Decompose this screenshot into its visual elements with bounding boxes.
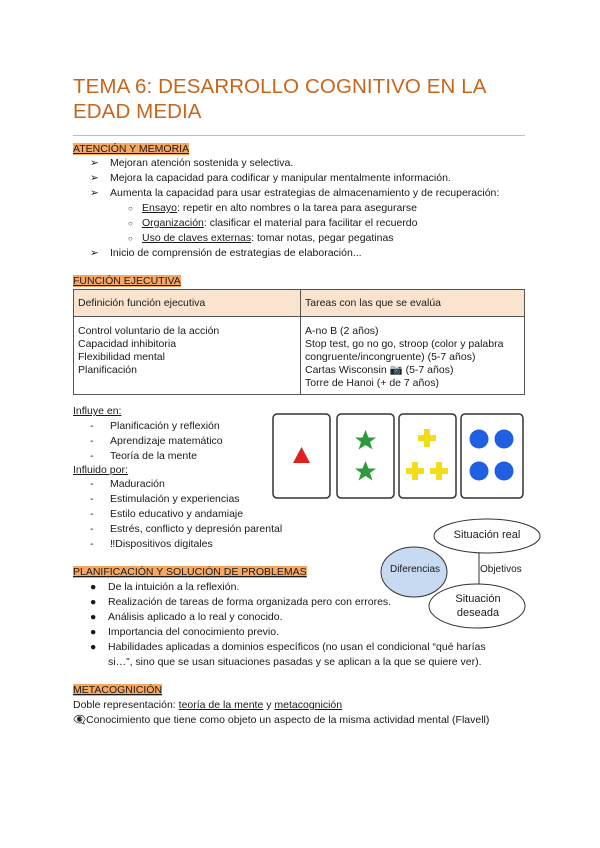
situacion-deseada-ellipse [429, 584, 525, 628]
dot-bullet-icon: ● [90, 641, 97, 653]
influye-heading: Influye en: [73, 405, 122, 417]
list-item: - Maduración [90, 478, 165, 490]
page-title: TEMA 6: DESARROLLO COGNITIVO EN LA EDAD MEDIA [73, 75, 487, 123]
list-item: - Estilo educativo y andamiaje [90, 508, 244, 520]
arrow-bullet-icon: ➢ [90, 157, 99, 169]
card-2 [337, 414, 394, 498]
sub-list-item: ○ Ensayo: repetir en alto nombres o la tarea para asegurarse [128, 202, 417, 214]
blue-circle-icon [495, 430, 514, 449]
list-item: ● De la intuición a la reflexión. [90, 581, 240, 593]
doble-representacion-line: Doble representación: teoría de la mente y metacognición [73, 699, 343, 711]
table-header-cell: Definición función ejecutiva [74, 290, 301, 317]
sub-list-item: ○ Uso de claves externas: tomar notas, pegar pegatinas [128, 232, 394, 244]
section-heading-atencion: ATENCIÓN Y MEMORIA [73, 143, 190, 155]
blue-circle-icon [470, 462, 489, 481]
dot-bullet-icon: ● [90, 581, 97, 593]
blue-circle-icon [470, 430, 489, 449]
card-4 [461, 414, 523, 498]
label-diferencias: Diferencias [389, 564, 441, 575]
table-header-cell: Tareas con las que se evalúa [301, 290, 525, 317]
influido-heading: Influido por: [73, 464, 128, 476]
label-situacion-real: Situación real [453, 529, 521, 541]
list-item: ➢ Aumenta la capacidad para usar estrategias de almacenamiento y de recuperación: [90, 187, 500, 199]
dot-bullet-icon: ● [90, 611, 97, 623]
label-situacion-deseada-2: deseada [456, 607, 500, 619]
arrow-bullet-icon: ➢ [90, 172, 99, 184]
list-item: ● Realización de tareas de forma organizada pero con errores. [90, 596, 392, 608]
list-item: - Planificación y reflexión [90, 420, 220, 432]
sub-list-item: ○ Organización: clasificar el material para facilitar el recuerdo [128, 217, 418, 229]
table-cell: A-no B (2 años) Stop test, go no go, stroop (color y palabra congruente/incongruente) (5-7 años) Cartas Wisconsin 📷 (5-7 años) Torre de Hanoi (+ de 7 años) [301, 317, 525, 395]
dot-bullet-icon: ● [90, 626, 97, 638]
arrow-bullet-icon: ➢ [90, 247, 99, 259]
list-item: ● Análisis aplicado a lo real y conocido. [90, 611, 283, 623]
label-objetivos: Objetivos [480, 564, 522, 575]
list-item: - Estimulación y experiencias [90, 493, 240, 505]
list-item: ➢ Mejoran atención sostenida y selectiva. [90, 157, 294, 169]
divider [73, 135, 525, 136]
list-item: ● Habilidades aplicadas a dominios específicos (no usan el condicional “qué harías [90, 641, 486, 653]
list-item: ➢ Mejora la capacidad para codificar y manipular mentalmente información. [90, 172, 451, 184]
section-heading-metacognicion: METACOGNICIÓN [73, 684, 163, 696]
list-item: - Teoría de la mente [90, 450, 197, 462]
list-item: - Aprendizaje matemático [90, 435, 223, 447]
problem-solving-diagram [378, 518, 558, 635]
card-3 [399, 414, 456, 498]
list-item: ➢ Inicio de comprensión de estrategias de elaboración... [90, 247, 362, 259]
section-heading-planificacion: PLANIFICACIÓN Y SOLUCIÓN DE PROBLEMAS [73, 566, 307, 578]
section-heading-funcion: FUNCIÓN EJECUTIVA [73, 275, 181, 287]
list-item-continuation: si…”, sino que se usan situaciones pasadas y se aplican a la que se quiere ver). [108, 656, 482, 668]
blue-circle-icon [495, 462, 514, 481]
arrow-bullet-icon: ➢ [90, 187, 99, 199]
function-table [73, 289, 525, 395]
label-situacion-deseada-1: Situación [455, 593, 501, 605]
list-item: - ‼Dispositivos digitales [90, 538, 213, 550]
list-item: - Estrés, conflicto y depresión parental [90, 523, 283, 535]
table-cell: Control voluntario de la acción Capacidad inhibitoria Flexibilidad mental Planificación [74, 317, 301, 395]
dot-bullet-icon: ● [90, 596, 97, 608]
circle-bullet-icon: ○ [128, 204, 133, 213]
circle-bullet-icon: ○ [128, 234, 133, 243]
list-item: ● Importancia del conocimiento previo. [90, 626, 280, 638]
circle-bullet-icon: ○ [128, 219, 133, 228]
metacognicion-definition: 👁‍🗨Conocimiento que tiene como objeto un aspecto de la misma actividad mental (Flavell) [73, 714, 490, 726]
